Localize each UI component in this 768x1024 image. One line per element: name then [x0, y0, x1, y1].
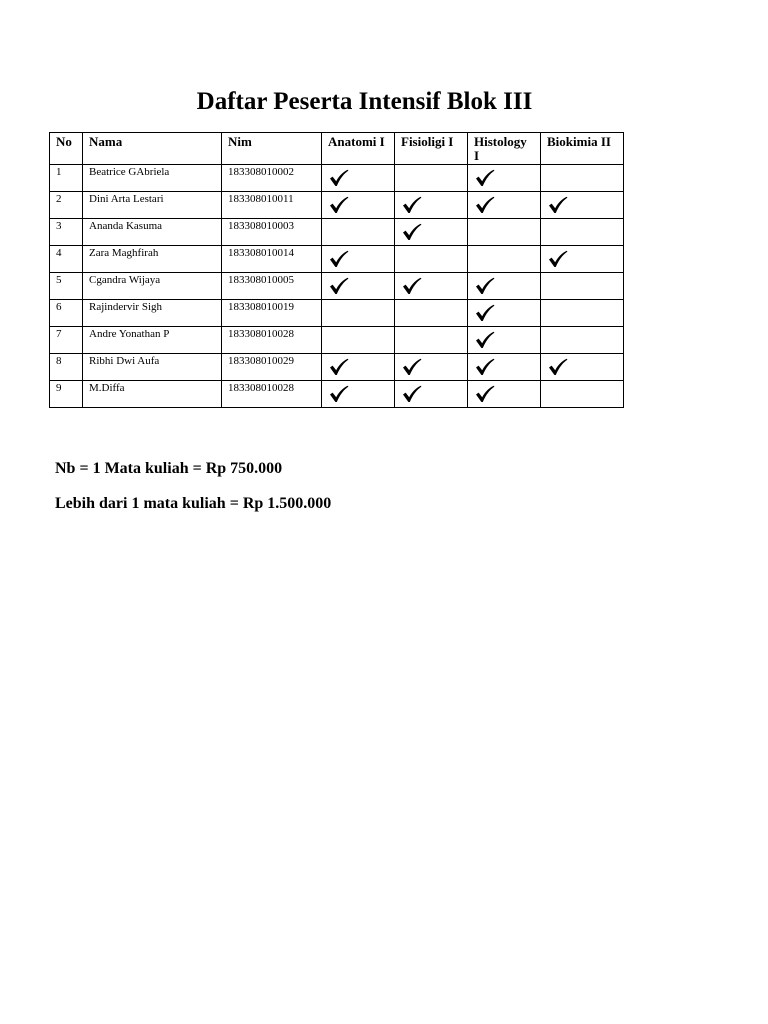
check-icon [475, 277, 495, 295]
cell-anatomi [322, 246, 395, 273]
cell-histology [468, 246, 541, 273]
cell-nim: 183308010005 [222, 273, 322, 300]
check-icon [402, 223, 422, 241]
table-row [50, 327, 624, 354]
check-icon [329, 358, 349, 376]
cell-nama: Beatrice GAbriela [83, 165, 222, 192]
cell-fisiologi [395, 273, 468, 300]
cell-histology [468, 165, 541, 192]
cell-histology [468, 354, 541, 381]
cell-nim: 183308010014 [222, 246, 322, 273]
check-icon [475, 385, 495, 403]
cell-nama: Zara Maghfirah [83, 246, 222, 273]
cell-nim: 183308010019 [222, 300, 322, 327]
cell-nim: 183308010002 [222, 165, 322, 192]
participant-table [49, 132, 624, 408]
cell-nama: M.Diffa [83, 381, 222, 408]
cell-nama: Dini Arta Lestari [83, 192, 222, 219]
cell-histology [468, 327, 541, 354]
check-icon [475, 169, 495, 187]
cell-anatomi [322, 354, 395, 381]
cell-nama: Andre Yonathan P [83, 327, 222, 354]
cell-no: 4 [50, 246, 83, 273]
cell-nama: Rajindervir Sigh [83, 300, 222, 327]
cell-no: 8 [50, 354, 83, 381]
table-row [50, 300, 624, 327]
cell-no: 3 [50, 219, 83, 246]
cell-no: 2 [50, 192, 83, 219]
header-nim: Nim [222, 133, 322, 165]
cell-biokimia [541, 381, 624, 408]
cell-fisiologi [395, 192, 468, 219]
header-anatomi: Anatomi I [322, 133, 395, 165]
cell-no: 6 [50, 300, 83, 327]
table-row [50, 246, 624, 273]
cell-no: 7 [50, 327, 83, 354]
header-histology: Histology I [468, 133, 541, 165]
cell-biokimia [541, 219, 624, 246]
cell-biokimia [541, 246, 624, 273]
check-icon [329, 196, 349, 214]
cell-anatomi [322, 381, 395, 408]
cell-biokimia [541, 354, 624, 381]
cell-nim: 183308010011 [222, 192, 322, 219]
cell-biokimia [541, 273, 624, 300]
cell-biokimia [541, 192, 624, 219]
check-icon [402, 358, 422, 376]
cell-histology [468, 192, 541, 219]
table-row [50, 165, 624, 192]
cell-nama: Ribhi Dwi Aufa [83, 354, 222, 381]
table-row [50, 354, 624, 381]
table-row [50, 381, 624, 408]
cell-biokimia [541, 165, 624, 192]
table-row [50, 219, 624, 246]
check-icon [402, 385, 422, 403]
check-icon [329, 385, 349, 403]
check-icon [475, 331, 495, 349]
cell-anatomi [322, 192, 395, 219]
cell-nim: 183308010003 [222, 219, 322, 246]
cell-fisiologi [395, 300, 468, 327]
cell-anatomi [322, 165, 395, 192]
cell-no: 5 [50, 273, 83, 300]
cell-fisiologi [395, 327, 468, 354]
cell-fisiologi [395, 246, 468, 273]
cell-no: 1 [50, 165, 83, 192]
cell-nim: 183308010028 [222, 381, 322, 408]
check-icon [548, 358, 568, 376]
table-header-row [50, 133, 624, 165]
cell-fisiologi [395, 354, 468, 381]
cell-anatomi [322, 273, 395, 300]
check-icon [402, 196, 422, 214]
cell-anatomi [322, 300, 395, 327]
cell-fisiologi [395, 219, 468, 246]
cell-anatomi [322, 327, 395, 354]
check-icon [329, 250, 349, 268]
check-icon [329, 277, 349, 295]
check-icon [548, 250, 568, 268]
table-row [50, 192, 624, 219]
check-icon [402, 277, 422, 295]
cell-histology [468, 381, 541, 408]
check-icon [475, 358, 495, 376]
cell-histology [468, 273, 541, 300]
check-icon [475, 196, 495, 214]
header-biokimia: Biokimia II [541, 133, 624, 165]
cell-nim: 183308010028 [222, 327, 322, 354]
fee-note-single: Nb = 1 Mata kuliah = Rp 750.000 [55, 460, 283, 477]
cell-no: 9 [50, 381, 83, 408]
check-icon [548, 196, 568, 214]
cell-biokimia [541, 300, 624, 327]
header-nama: Nama [83, 133, 222, 165]
cell-anatomi [322, 219, 395, 246]
table-row [50, 273, 624, 300]
cell-nama: Ananda Kasuma [83, 219, 222, 246]
cell-nama: Cgandra Wijaya [83, 273, 222, 300]
cell-histology [468, 300, 541, 327]
check-icon [329, 169, 349, 187]
cell-fisiologi [395, 165, 468, 192]
header-fisiologi: Fisioligi I [395, 133, 468, 165]
cell-biokimia [541, 327, 624, 354]
cell-nim: 183308010029 [222, 354, 322, 381]
header-no: No [50, 133, 83, 165]
table-body [50, 165, 624, 408]
fee-note-multiple: Lebih dari 1 mata kuliah = Rp 1.500.000 [55, 495, 332, 512]
cell-fisiologi [395, 381, 468, 408]
cell-histology [468, 219, 541, 246]
check-icon [475, 304, 495, 322]
page-title: Daftar Peserta Intensif Blok III [196, 88, 533, 115]
